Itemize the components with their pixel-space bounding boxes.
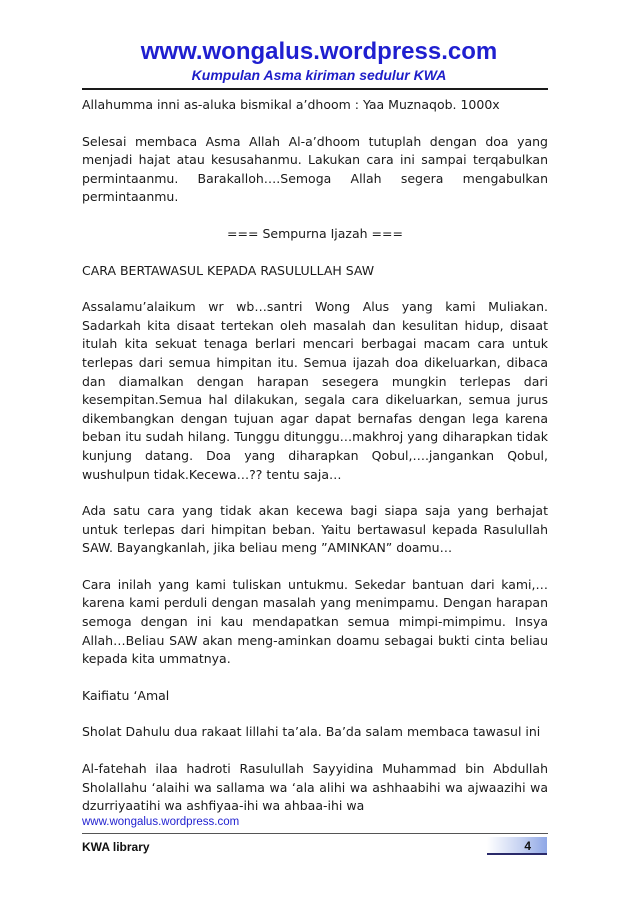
section-divider-ijazah: === Sempurna Ijazah === [227, 225, 403, 241]
paragraph-closing-instruction: Selesai membaca Asma Allah Al-a’dhoom tutuplah dengan doa yang menjadi hajat atau kesusahanmu. Lakukan cara ini sampai terqabulkan permintaanmu. Barakalloh….Semoga Allah segera mengabulkan permintaanmu. [82, 133, 548, 205]
page-number-box [487, 837, 547, 855]
paragraph-introduction: Assalamu’alaikum wr wb…santri Wong Alus yang kami Muliakan. Sadarkah kita disaat tertekan oleh masalah dan kesulitan hidup, disaat itulah kita sekuat tenaga berlari mencari berbagai macam cara untuk terlepas dari semua himpitan itu. Semua ijazah doa dikeluarkan, dibaca dan diamalkan dengan harapan sesegera mungkin terlepas dari kesempitan.Semua hal dilakukan, segala cara dikeluarkan, semua jurus dikembangkan dengan tujuan agar dapat bernafas dengan lega karena beban itu sudah hilang. Tunggu ditunggu…makhroj yang diharapkan tidak kunjung datang. Doa yang diharapkan Qobul,….jangankan Qobul, wushulpun tidak.Kecewa…?? tentu saja… [82, 299, 548, 482]
section-heading: CARA BERTAWASUL KEPADA RASULULLAH SAW [82, 262, 375, 278]
footer-url[interactable]: www.wongalus.wordpress.com [82, 816, 240, 828]
paragraph-tawasul: Ada satu cara yang tidak akan kecewa bagi siapa saja yang berhajat untuk terlepas dari himpitan beban. Yaitu bertawasul kepada Rasulullah SAW. Bayangkanlah, jika beliau meng ”AMINKAN” doamu… [82, 503, 548, 556]
document-body [82, 96, 548, 816]
page-number: 4 [524, 839, 531, 853]
paragraph-purpose: Cara inilah yang kami tuliskan untukmu. Sekedar bantuan dari kami,…karena kami perduli dengan masalah yang menimpamu. Dengan harapan semoga dengan ini kau mendapatkan semua mimpi-mimpimu. Insya Allah…Beliau SAW akan meng-aminkan doamu sebagai bukti cinta beliau kepada kita ummatnya. [82, 576, 548, 667]
header-subtitle: Kumpulan Asma kiriman sedulur KWA [191, 67, 447, 83]
footer-library-label: KWA library [82, 840, 150, 854]
paragraph-asma-recitation: Allahumma inni as-aluka bismikal a’dhoom : Yaa Muznaqob. 1000x [82, 97, 500, 112]
subheading-kaifiat: Kaifiatu ‘Amal [82, 687, 170, 703]
footer-divider [82, 833, 548, 834]
paragraph-al-fatehah: Al-fatehah ilaa hadroti Rasulullah Sayyidina Muhammad bin Abdullah Sholallahu ‘alaihi wa sallama wa ‘ala alihi wa ashhaabihi wa ajwaazihi wa dzurriyaatihi wa ashfiyaa-ihi wa ahbaa-ihi wa [82, 761, 548, 814]
paragraph-sholat: Sholat Dahulu dua rakaat lillahi ta’ala. Ba’da salam membaca tawasul ini [82, 724, 541, 740]
header-divider [82, 88, 548, 90]
header-url[interactable]: www.wongalus.wordpress.com [140, 38, 498, 65]
